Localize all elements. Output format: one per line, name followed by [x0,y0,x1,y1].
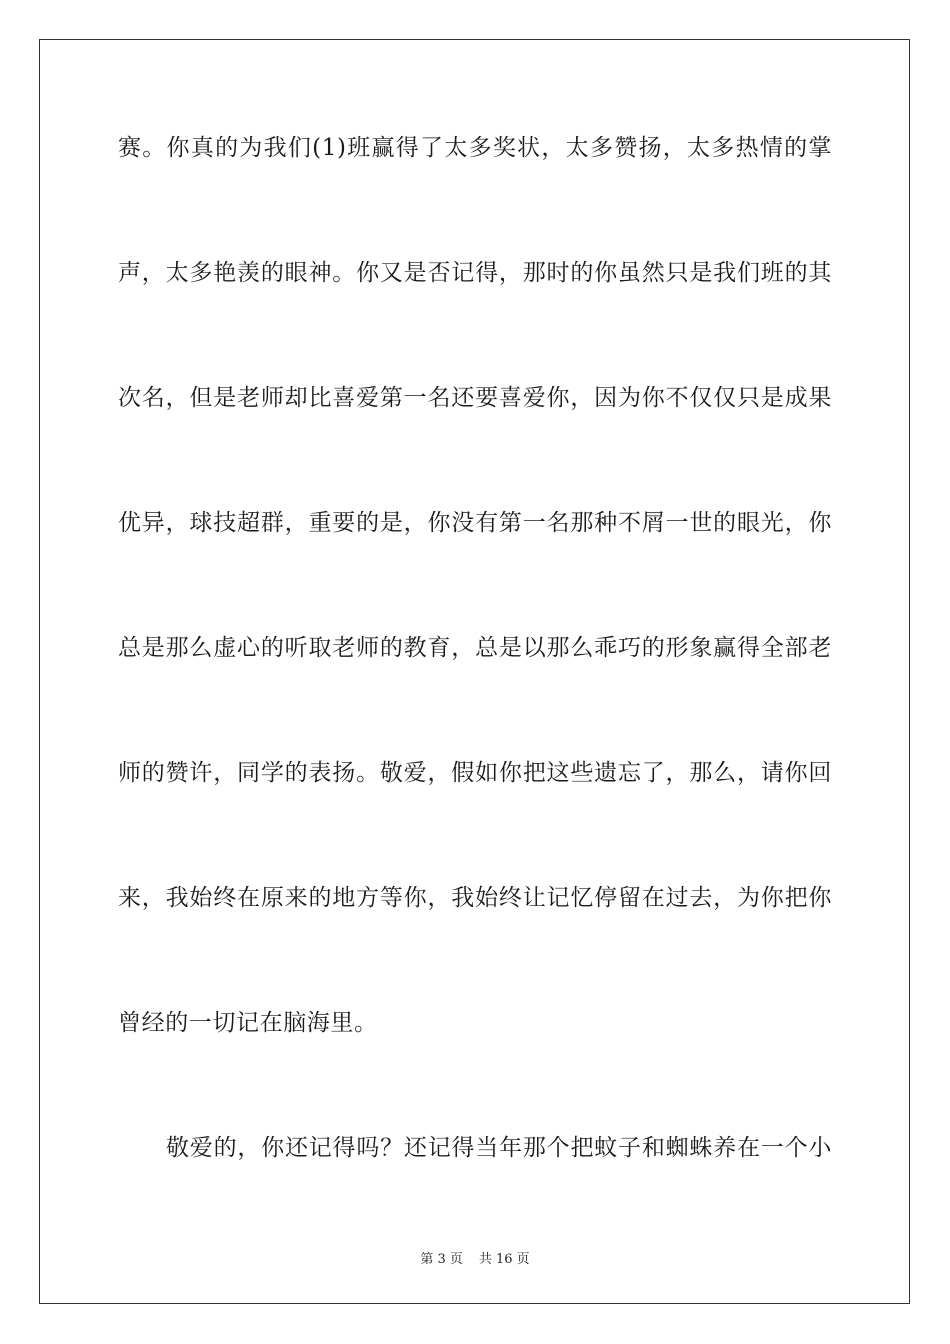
text-line: 总是那么虚心的听取老师的教育，总是以那么乖巧的形象赢得全部老 [118,635,832,661]
text-line: 优异，球技超群，重要的是，你没有第一名那种不屑一世的眼光，你 [118,510,832,536]
text-line: 师的赞许，同学的表扬。敬爱，假如你把这些遗忘了，那么，请你回 [118,760,832,786]
text-line: 次名，但是老师却比喜爱第一名还要喜爱你，因为你不仅仅只是成果 [118,385,832,411]
text-line: 来，我始终在原来的地方等你，我始终让记忆停留在过去，为你把你 [118,885,832,911]
page-footer [0,1248,950,1267]
page-total: 共 16 页 [478,1252,530,1267]
text-line: 赛。你真的为我们(1)班赢得了太多奖状，太多赞扬，太多热情的掌 [118,135,832,161]
page-number: 第 3 页 [420,1252,463,1267]
text-line-paragraph-end: 曾经的一切记在脑海里。 [118,1010,378,1036]
text-line: 声，太多艳羡的眼神。你又是否记得，那时的你虽然只是我们班的其 [118,260,832,286]
document-body [118,132,832,1257]
text-line-paragraph-start: 敬爱的，你还记得吗？还记得当年那个把蚊子和蜘蛛养在一个小 [166,1135,832,1161]
